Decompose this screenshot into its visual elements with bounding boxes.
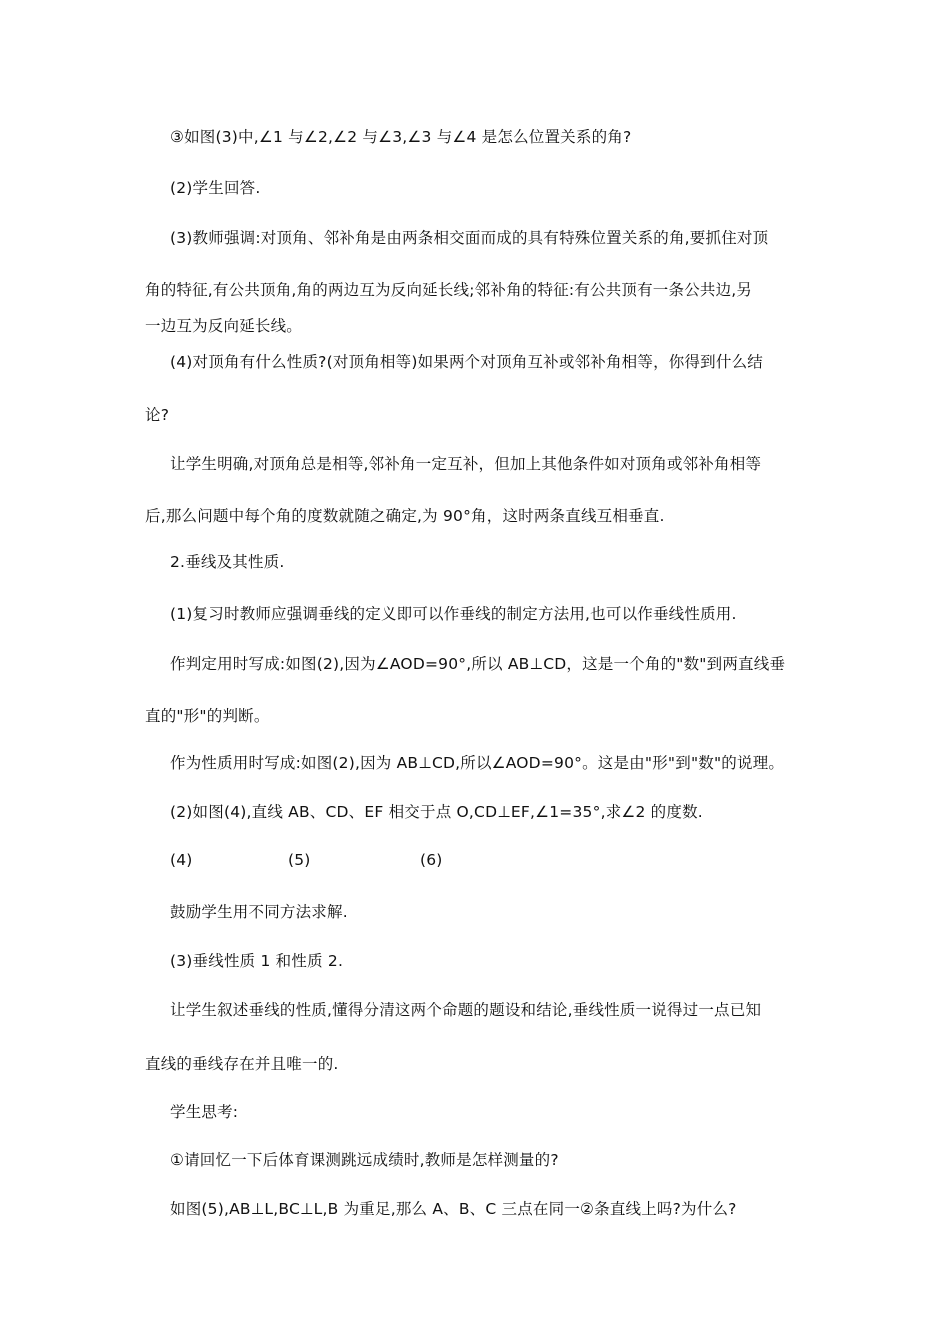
paragraph-line: 如图(5),AB⊥L,BC⊥L,B 为重足,那么 A、B、C 三点在同一②条直线上吗?为什么? (170, 1200, 737, 1218)
paragraph-line: 论? (145, 406, 170, 424)
paragraph-line: 直的"形"的判断。 (145, 707, 270, 725)
paragraph-line: 让学生叙述垂线的性质,懂得分清这两个命题的题设和结论,垂线性质一说得过一点已知 (170, 1001, 762, 1019)
paragraph-line: (2)如图(4),直线 AB、CD、EF 相交于点 O,CD⊥EF,∠1=35°,求∠2 的度数. (170, 803, 703, 821)
figure-label-5: (5) (288, 851, 311, 869)
paragraph-line: (3)垂线性质 1 和性质 2. (170, 952, 344, 970)
paragraph-line: 后,那么问题中每个角的度数就随之确定,为 90°角，这时两条直线互相垂直. (145, 507, 665, 525)
paragraph-line: 学生思考: (170, 1103, 239, 1121)
figure-label-6: (6) (420, 851, 443, 869)
paragraph-line: 直线的垂线存在并且唯一的. (145, 1055, 339, 1073)
paragraph-line: (1)复习时教师应强调垂线的定义即可以作垂线的制定方法用,也可以作垂线性质用. (170, 605, 737, 623)
paragraph-line: (4)对顶角有什么性质?(对顶角相等)如果两个对顶角互补或邻补角相等，你得到什么结 (170, 353, 763, 371)
figure-label-4: (4) (170, 851, 193, 869)
section-heading: 2.垂线及其性质. (170, 553, 285, 571)
paragraph-line: 鼓励学生用不同方法求解. (170, 903, 348, 921)
paragraph-line: 让学生明确,对顶角总是相等,邻补角一定互补，但加上其他条件如对顶角或邻补角相等 (170, 455, 762, 473)
paragraph-line: 作为性质用时写成:如图(2),因为 AB⊥CD,所以∠AOD=90°。这是由"形"到"数"的说理。 (170, 754, 785, 772)
paragraph-line: 一边互为反向延长线。 (145, 317, 303, 335)
paragraph-line: (3)教师强调:对顶角、邻补角是由两条相交面而成的具有特殊位置关系的角,要抓住对顶 (170, 229, 769, 247)
paragraph-line: ③如图(3)中,∠1 与∠2,∠2 与∠3,∠3 与∠4 是怎么位置关系的角? (170, 128, 632, 146)
paragraph-line: 角的特征,有公共顶角,角的两边互为反向延长线;邻补角的特征:有公共顶有一条公共边,另 (145, 281, 753, 299)
paragraph-line: ①请回忆一下后体育课测跳远成绩时,教师是怎样测量的? (170, 1151, 559, 1169)
paragraph-line: 作判定用时写成:如图(2),因为∠AOD=90°,所以 AB⊥CD，这是一个角的"数"到两直线垂 (170, 655, 786, 673)
paragraph-line: (2)学生回答. (170, 179, 261, 197)
